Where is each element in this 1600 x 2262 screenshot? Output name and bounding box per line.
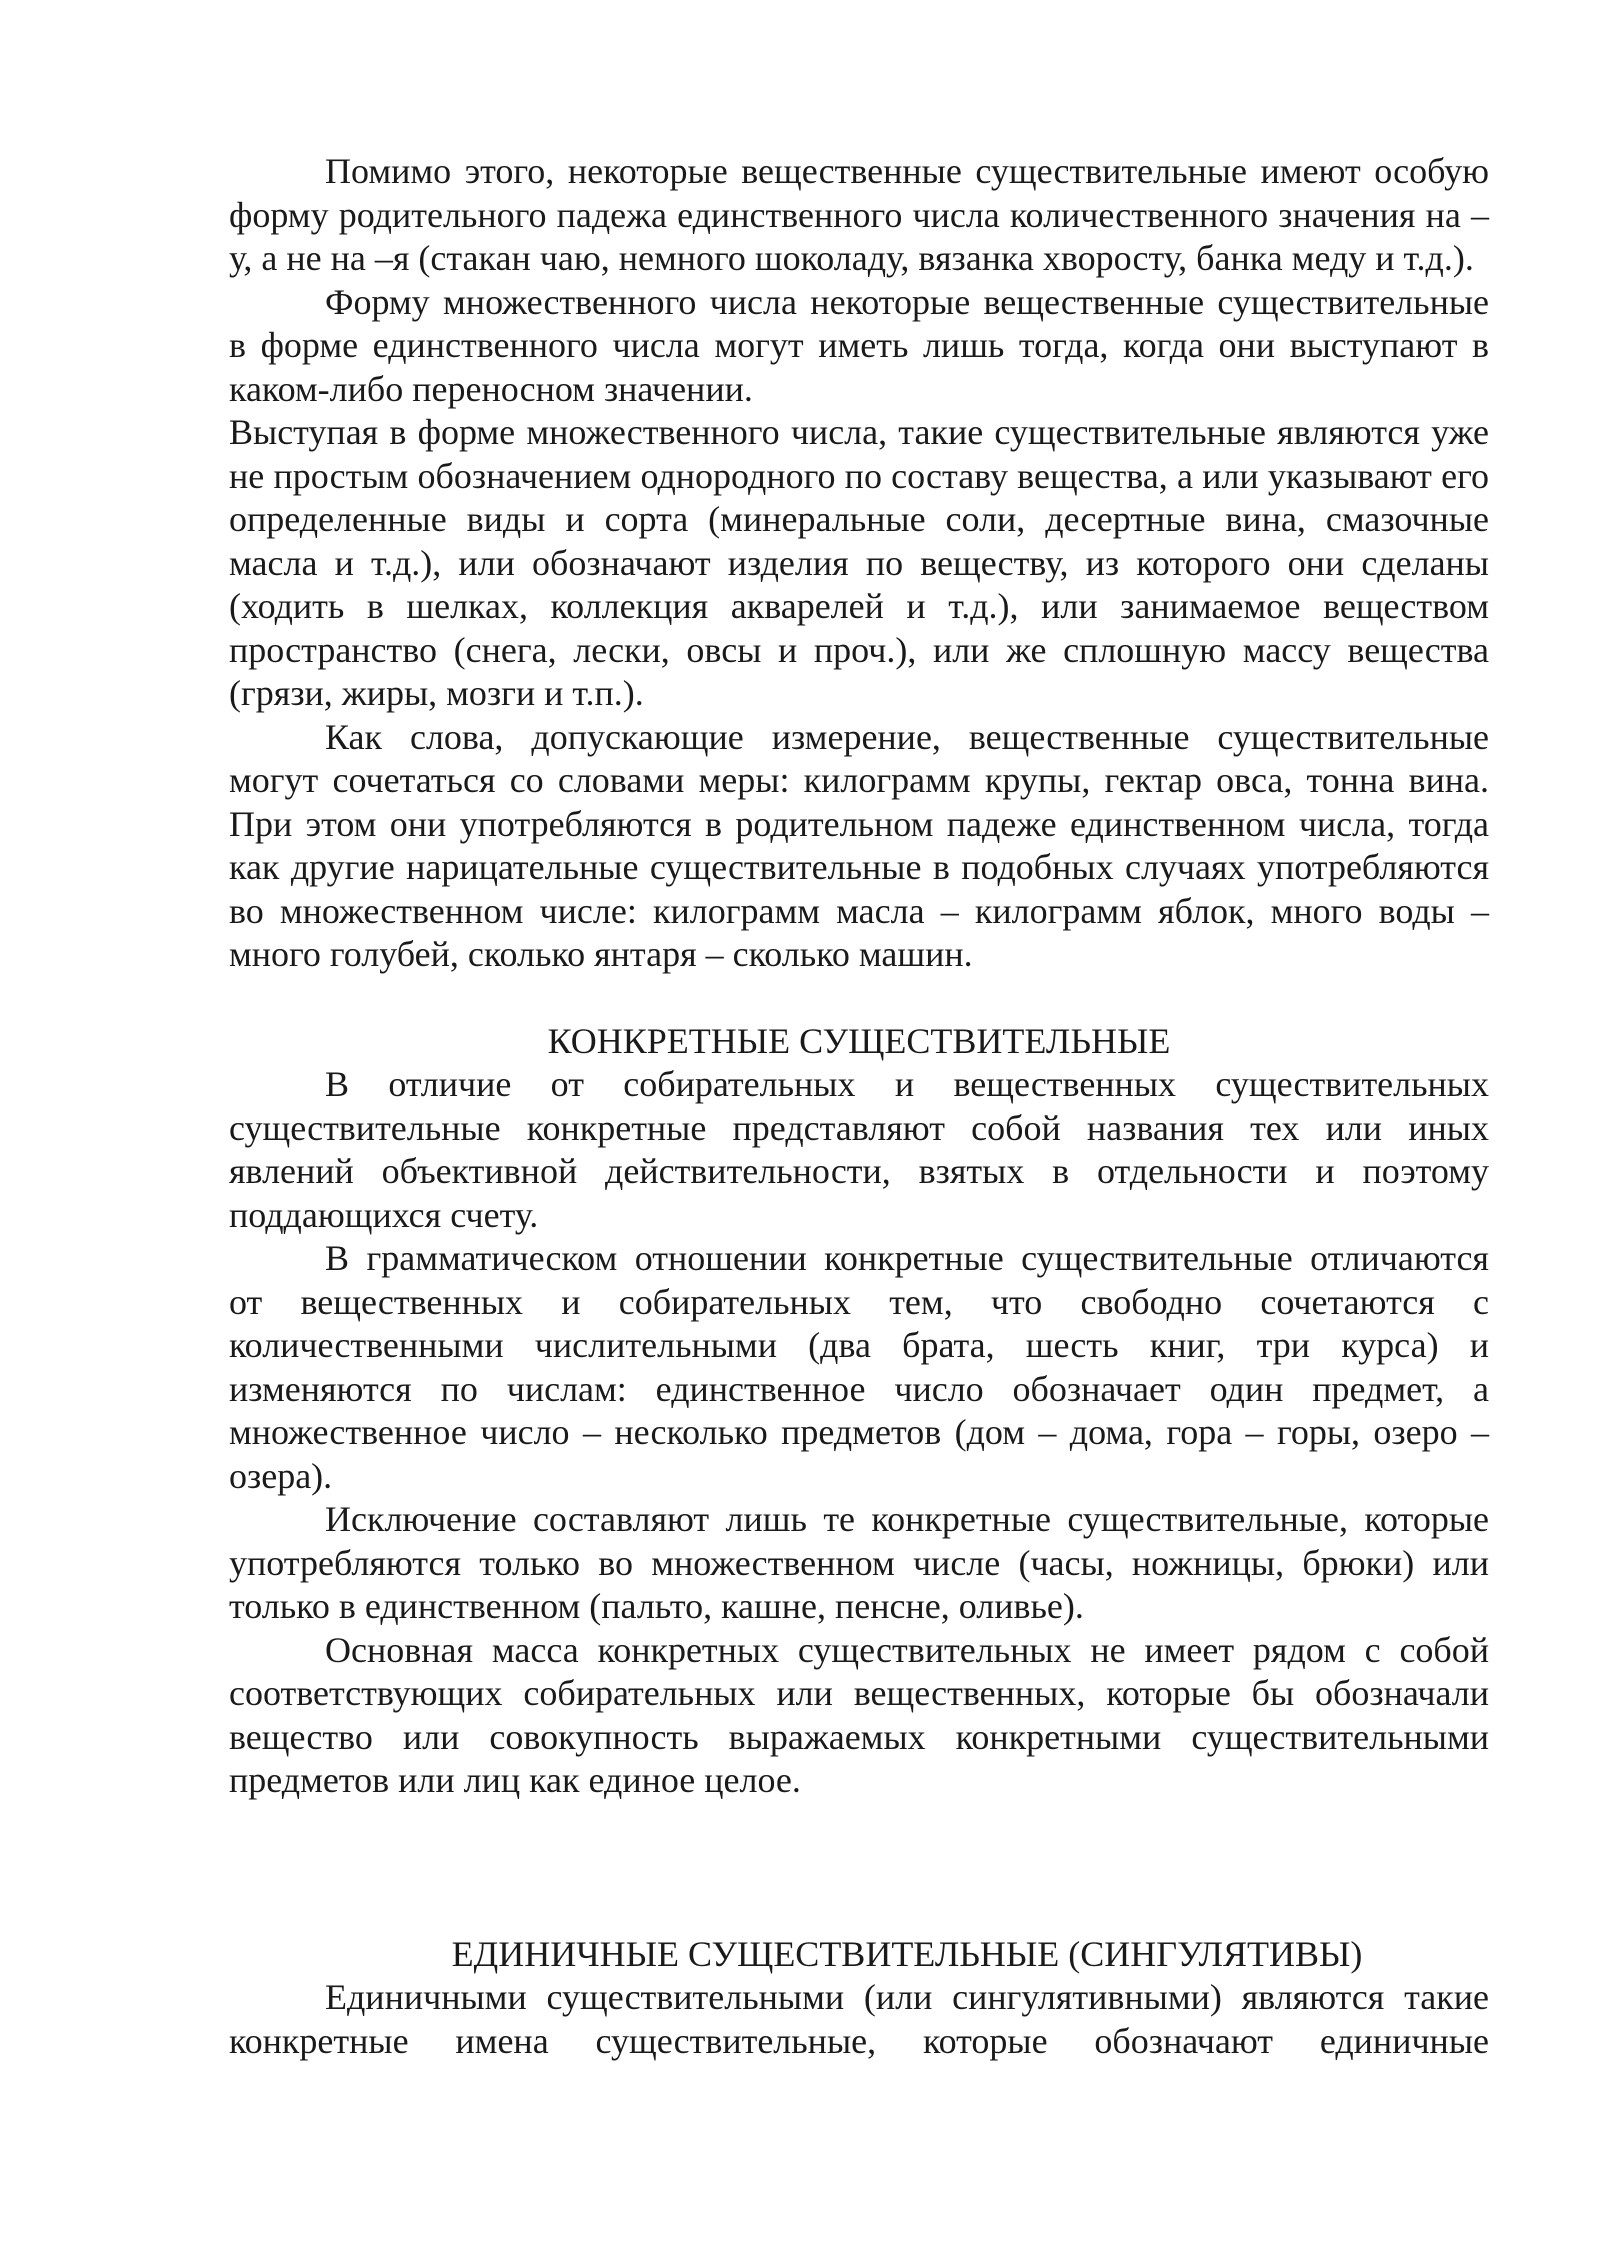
document-page — [229, 150, 1489, 2063]
paragraph-concrete-mass: Основная масса конкретных существительных не имеет рядом с собой соответствующих собирательных или вещественных, которые бы обозначали вещество или совокупность выражаемых конкретными существительными предметов или лиц как единое целое. — [229, 1629, 1489, 1800]
paragraph-concrete-grammar: В грамматическом отношении конкретные существительные отличаются от вещественных и собирательных тем, что свободно сочетаются с количественными числительными (два брата, шесть книг, три курса) и изменяются по числам: единственное число обозначает один предмет, а множественное число – несколько предметов (дом – дома, гора – горы, озеро – озера). — [229, 1238, 1489, 1496]
paragraph-plural-form: Форму множественного числа некоторые вещественные существительные в форме единственного числа могут иметь лишь тогда, когда они выступают в каком-либо переносном значении. — [229, 281, 1489, 409]
section-heading-singulative: ЕДИНИЧНЫЕ СУЩЕСТВИТЕЛЬНЫЕ (СИНГУЛЯТИВЫ) — [451, 1933, 1363, 1974]
section-heading-concrete: КОНКРЕТНЫЕ СУЩЕСТВИТЕЛЬНЫЕ — [547, 1020, 1171, 1061]
paragraph-concrete-definition: В отличие от собирательных и вещественных существительных существительные конкретные представляют собой названия тех или иных явлений объективной действительности, взятых в отдельности и поэтому поддающихся счету. — [229, 1064, 1489, 1235]
paragraph-plural-meanings: Выступая в форме множественного числа, такие существительные являются уже не простым обозначением однородного по составу вещества, а или указывают его определенные виды и сорта (минеральные соли, десертные вина, смазочные масла и т.д.), или обозначают изделия по веществу, из которого они сделаны (ходить в шелках, коллекция акварелей и т.д.), или занимаемое веществом пространство (снега, лески, овсы и проч.), или же сплошную массу вещества (грязи, жиры, мозги и т.п.). — [229, 412, 1489, 713]
paragraph-measure-words: Как слова, допускающие измерение, вещественные существительные могут сочетаться со словами меры: килограмм крупы, гектар овса, тонна вина. При этом они употребляются в родительном падеже единственном числа, тогда как другие нарицательные существительные в подобных случаях употребляются во множественном числе: килограмм масла – килограмм яблок, много воды – много голубей, сколько янтаря – сколько машин. — [229, 716, 1489, 974]
paragraph-singulative-definition: Единичными существительными (или сингулятивными) являются такие конкретные имена существительные, которые обозначают единичные — [229, 1977, 1489, 2061]
paragraph-genitive-form: Помимо этого, некоторые вещественные существительные имеют особую форму родительного падежа единственного числа количественного значения на –у, а не на –я (стакан чаю, немного шоколаду, вязанка хворосту, банка меду и т.д.). — [229, 151, 1489, 278]
paragraph-concrete-exceptions: Исключение составляют лишь те конкретные существительные, которые употребляются только во множественном числе (часы, ножницы, брюки) или только в единственном (пальто, кашне, пенсне, оливье). — [229, 1499, 1489, 1626]
